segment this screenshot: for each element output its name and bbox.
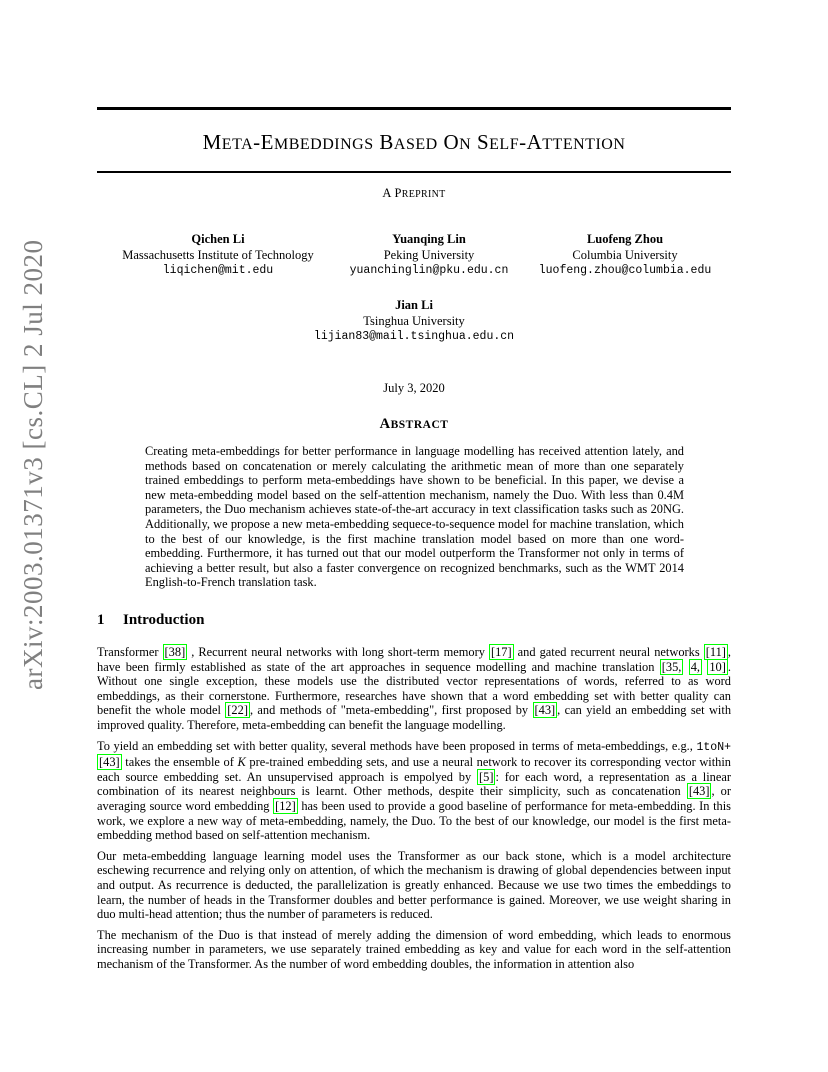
citation-link[interactable]: [17] [490, 645, 512, 659]
author-affiliation: Columbia University [572, 247, 678, 262]
text-run: : for each word, a representation as a linear combination of its nearest neighbours is learnt. Other methods, despite their simplicity, such as concatenation [97, 769, 731, 799]
text-run: and gated recurrent neural networks [513, 645, 704, 659]
title-rule-top [97, 107, 731, 110]
author-name: Jian Li [395, 298, 433, 312]
section-title: Introduction [123, 612, 205, 628]
author-affiliation: Tsinghua University [363, 313, 465, 328]
small-caps-text: META-EMBEDDINGS BASED ON SELF-ATTENTION [202, 130, 626, 154]
paragraph: Our meta-embedding language learning model uses the Transformer as our back stone, which is a model architecture eschewing recurrence and relying only on attention, of which the mechanism is drawing of global dependencies between input and output. As recurrence is deducted, the parallelization is greatly enhanced. Because we use two times the embeddings to learn, the number of heads in the Transformer doubles and better performance is gained. Moreover, we use weight sharing in duo multi-head attention; thus the number of parameters is reduced. [97, 848, 731, 922]
author-affiliation: Peking University [383, 247, 475, 262]
citation-link[interactable]: [43] [688, 784, 710, 799]
abstract-text: Creating meta-embeddings for better performance in language modelling has received attention lately, and methods based on concatenation or merely calculating the arithmetic mean of more than one separately trained embeddings to perform meta-embeddings have shown to be beneficial. In this paper, we devise a new meta-embedding model based on the self-attention mechanism, namely the Duo. With less than 0.4M parameters, the Duo mechanism achieves state-of-the-art accuracy in text classification tasks such as 20NG. Additionally, we propose a new meta-embedding sequece-to-sequence model for machine translation, which to the best of our knowledge, is the first machine translation model based on more than one word-embedding. Furthermore, it has turned out that our model outperform the Transformer not only in terms of achieving a better result, but also a faster convergence on recognized benchmarks, such as the WMT 2014 English-to-French translation task. [145, 444, 684, 590]
author-name: Luofeng Zhou [586, 232, 664, 246]
citation-link[interactable]: 4, [690, 659, 701, 674]
text-run: pre-trained embedding sets, and use a neural network to recover its corresponding vector within each source embedding set. An unsupervised approach is empolyed by [97, 755, 732, 784]
author-email[interactable]: yuanchinglin@pku.edu.cn [349, 264, 509, 277]
text-run [683, 660, 688, 674]
text-run: To yield an embedding set with better quality, several methods have been proposed in terms of meta-embeddings, e.g., [97, 738, 697, 753]
text-run: , have been firmly established as state of the art approaches in sequence modelling and machine translation [97, 645, 731, 674]
title-rule-bottom [97, 171, 731, 173]
text-run: takes the ensemble of [121, 755, 238, 770]
citation-link[interactable]: [5] [479, 769, 494, 784]
citation-link[interactable]: [22] [227, 703, 248, 718]
code-term: 1toN+ [696, 740, 731, 754]
citation-link[interactable]: [43] [99, 755, 120, 770]
text-run: , Recurrent neural networks with long short-term memory [187, 645, 489, 659]
paragraph [97, 739, 731, 843]
arxiv-identifier: arXiv:2003.01371v3 [cs.CL] 2 Jul 2020 [18, 239, 48, 690]
author-name: Yuanqing Lin [392, 232, 466, 246]
small-caps-text: A PREPRINT [382, 186, 446, 200]
citation-link[interactable]: [12] [275, 798, 296, 813]
author-block [505, 232, 745, 279]
author-name: Qichen Li [191, 232, 245, 246]
citation-link[interactable]: [38] [164, 645, 186, 659]
paragraph: The mechanism of the Duo is that instead of merely adding the dimension of word embedding, which leads to enormous increasing number in parameters, we use separately trained embedding as key and value for each word in the self-attention mechanism of the Transformer. As the number of word embedding doubles, the information in attention also [97, 927, 731, 971]
publication-date: July 3, 2020 [383, 381, 445, 395]
author-block [294, 298, 534, 345]
section-number: 1 [97, 612, 105, 628]
abstract-heading [97, 416, 731, 433]
math-symbol: K [237, 755, 246, 770]
text-run: has been used to provide a good baseline of performance for meta-embedding. In this work, we explore a new way of meta-embedding, namely, the Duo. To the best of our knowledge, our model is the first meta-embedding method based on self-attention mechanism. [97, 798, 731, 843]
text-run: , or averaging source word embedding [97, 784, 731, 813]
citation-link[interactable]: [35, [661, 659, 682, 674]
author-block [98, 232, 338, 279]
author-email[interactable]: luofeng.zhou@columbia.edu [538, 264, 712, 277]
paper-title [97, 130, 731, 155]
body-text [97, 645, 731, 977]
preprint-label [97, 186, 731, 201]
author-affiliation: Massachusetts Institute of Technology [122, 247, 314, 262]
section-heading [97, 612, 204, 629]
citation-link[interactable]: 10] [709, 659, 726, 674]
text-run: , can yield an embedding set with improved quality. Therefore, meta-embedding can benefit the language modelling. [97, 703, 732, 732]
citation-link[interactable]: [43] [534, 703, 556, 718]
text-run: . Without one single exception, these models use the distributed vector representations of words, referred to as word embeddings, as their cornerstone. Furthermore, researches have shown that a word embedding set with better quality can benefit the whole model [97, 659, 731, 718]
text-run: Transformer [97, 645, 163, 659]
text-run: , and methods of "meta-embedding", first proposed by [249, 703, 533, 718]
paragraph [97, 645, 731, 733]
citation-link[interactable]: [11] [705, 645, 726, 659]
author-email[interactable]: liqichen@mit.edu [162, 264, 274, 277]
author-email[interactable]: lijian83@mail.tsinghua.edu.cn [313, 330, 515, 343]
small-caps-text: ABSTRACT [379, 416, 449, 432]
